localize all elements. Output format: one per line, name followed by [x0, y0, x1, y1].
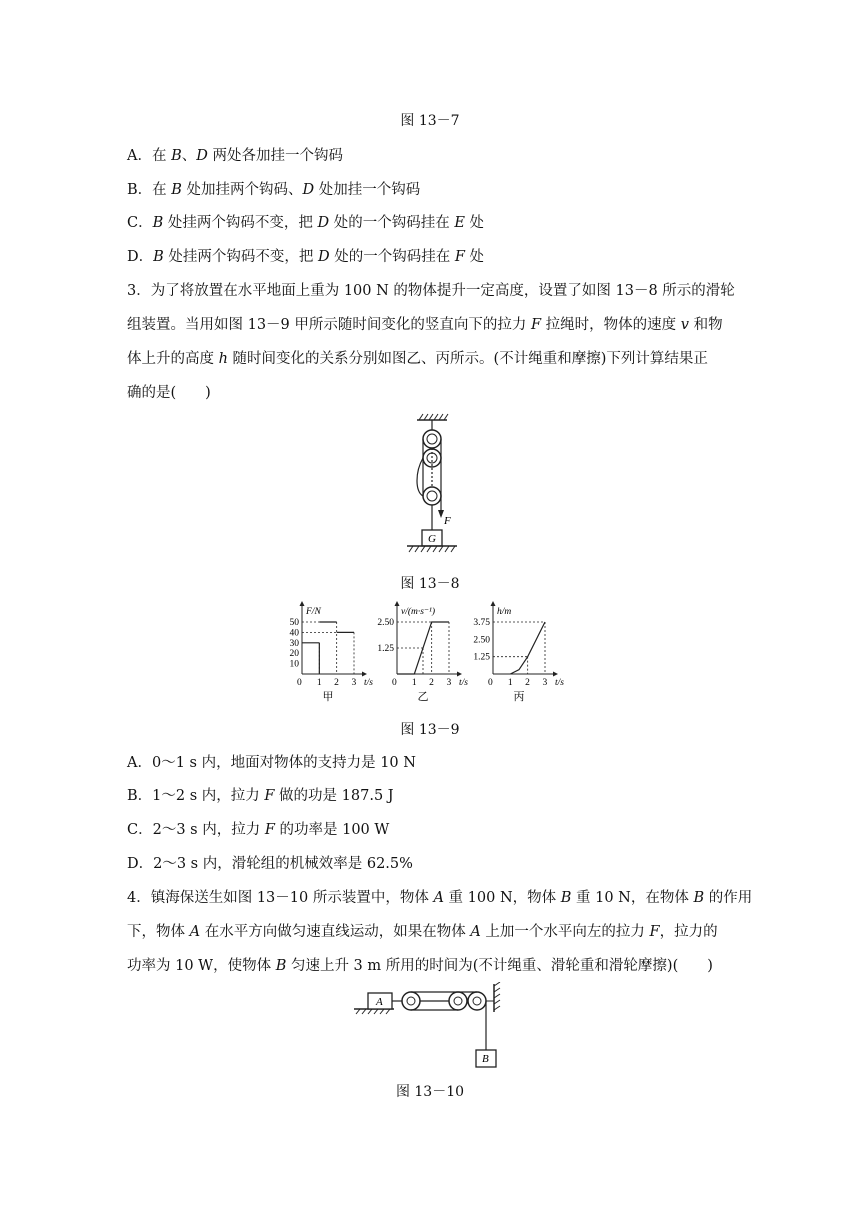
text-segment: 处的一个钩码挂在 [329, 215, 455, 231]
text-segment: 组装置。当用如图 13－9 甲所示随时间变化的竖直向下的拉力 [127, 317, 532, 333]
x-axis-arrow [362, 672, 367, 677]
y-tick-label: 10 [289, 659, 299, 670]
variable: h [218, 351, 228, 367]
variable: F [264, 822, 275, 838]
text-segment: 4．镇海保送生如图 13－10 所示装置中，物体 [127, 890, 434, 906]
x-axis-label: t/s [459, 678, 468, 688]
text-segment: 处 [464, 249, 485, 265]
x-tick-label: 2 [334, 678, 339, 688]
text-segment: 体上升的高度 [127, 351, 219, 367]
q3-option-c[interactable] [127, 820, 389, 840]
x-tick-label: 1 [411, 678, 417, 688]
chart-name: 甲 [322, 691, 334, 703]
variable: B [152, 215, 164, 231]
block-a-label: A [376, 996, 383, 1008]
variable: B [693, 890, 705, 906]
q3-stem-line1 [127, 281, 735, 301]
variable: A [470, 924, 481, 940]
text-segment: 随时间变化的关系分别如图乙、丙所示。(不计绳重和摩擦)下列计算结果正 [227, 351, 708, 367]
variable: B [153, 249, 164, 265]
text-segment: 匀速上升 3 m 所用的时间为(不计绳重、滑轮重和滑轮摩擦)( ) [286, 958, 713, 974]
text-segment: A．0～1 s 内，地面对物体的支持力是 10 N [127, 755, 416, 771]
x-tick-label: 0 [392, 678, 397, 688]
q3-stem-line2 [127, 315, 723, 335]
variable: F [264, 788, 275, 804]
q3-option-d[interactable] [127, 854, 413, 874]
text-segment: 上加一个水平向左的拉力 [480, 924, 650, 940]
text-segment: D．2～3 s 内，滑轮组的机械效率是 62.5% [127, 856, 413, 872]
variable: B [171, 148, 182, 164]
q3-stem-line3 [127, 349, 708, 369]
variable: D [318, 249, 330, 265]
text-segment: 重 100 N，物体 [443, 890, 561, 906]
text-segment: ，拉力的 [659, 924, 718, 940]
fig8-caption: 图 13－8 [400, 576, 460, 592]
text-segment: B．在 [127, 182, 172, 198]
text-segment: 处 [464, 215, 485, 231]
q2-option-a[interactable] [127, 146, 343, 166]
variable: B [275, 958, 287, 974]
variable: F [531, 317, 542, 333]
q2-option-c[interactable] [127, 213, 484, 233]
fig10-caption: 图 13－10 [395, 1084, 465, 1100]
y-tick-label: 1.25 [473, 652, 490, 663]
text-segment: 下，物体 [127, 924, 190, 940]
text-segment: 在水平方向做匀速直线运动，如果在物体 [200, 924, 471, 940]
variable: D [302, 182, 315, 198]
text-segment: 两处各加挂一个钩码 [207, 148, 343, 164]
x-tick-label: 1 [316, 678, 322, 688]
variable: D [196, 148, 208, 164]
variable: F [454, 249, 465, 265]
y-tick-label: 2.50 [473, 635, 490, 646]
q4-stem-line3 [127, 956, 713, 976]
text-segment: C． [127, 215, 153, 231]
x-tick-label: 0 [488, 678, 493, 688]
x-tick-label: 1 [507, 678, 513, 688]
y-axis-arrow [395, 601, 400, 606]
y-axis-label: v/(m·s⁻¹) [401, 607, 435, 617]
q4-stem-line2 [127, 922, 718, 942]
q3-option-a[interactable] [127, 753, 416, 773]
x-tick-label: 2 [429, 678, 434, 688]
block-b-label: B [482, 1053, 489, 1065]
q2-option-b[interactable] [127, 180, 420, 200]
variable: F [649, 924, 660, 940]
text-segment: 处的一个钩码挂在 [329, 249, 455, 265]
variable: E [454, 215, 465, 231]
text-segment: 处加挂两个钩码、 [181, 182, 303, 198]
x-tick-label: 2 [525, 678, 530, 688]
y-axis-label: h/m [497, 607, 512, 617]
text-segment: D． [127, 249, 154, 265]
text-segment: 、 [181, 148, 197, 164]
text-segment: 处加挂一个钩码 [314, 182, 421, 198]
text-segment: 重 10 N，在物体 [571, 890, 694, 906]
text-segment: 功率为 10 W，使物体 [127, 958, 276, 974]
q4-stem-line1 [127, 888, 752, 908]
x-axis-label: t/s [555, 678, 564, 688]
text-segment: 确的是( ) [127, 385, 211, 401]
text-segment: B．1～2 s 内，拉力 [127, 788, 265, 804]
variable: B [171, 182, 182, 198]
variable: B [560, 890, 572, 906]
fig8-pulley-diagram [395, 412, 465, 562]
x-tick-label: 3 [542, 678, 548, 688]
chart-name: 丙 [513, 691, 525, 703]
text-segment: 的功率是 100 W [274, 822, 390, 838]
text-segment: 和物 [689, 317, 723, 333]
y-tick-label: 20 [289, 649, 299, 660]
x-axis-arrow [553, 672, 558, 677]
text-segment: 处挂两个钩码不变，把 [163, 215, 318, 231]
y-tick-label: 50 [289, 618, 299, 628]
text-segment: 做的功是 187.5 J [274, 788, 394, 804]
text-segment: 3．为了将放置在水平地面上重为 100 N 的物体提升一定高度，设置了如图 13－8 所示的滑轮 [127, 283, 735, 299]
fig9-caption: 图 13－9 [400, 722, 460, 738]
fig7-caption: 图 13－7 [400, 113, 460, 129]
q3-stem-line4 [127, 383, 211, 403]
y-tick-label: 30 [289, 638, 299, 649]
fig9-graphs [280, 600, 580, 710]
q3-option-b[interactable] [127, 786, 394, 806]
y-tick-label: 40 [289, 628, 299, 639]
force-label: F [444, 515, 451, 527]
x-tick-label: 3 [351, 678, 357, 688]
y-axis-label: F/N [306, 607, 321, 617]
y-axis-arrow [300, 601, 305, 606]
x-axis-arrow [457, 672, 462, 677]
x-axis-label: t/s [364, 678, 373, 688]
text-segment: 的作用 [704, 890, 753, 906]
chart-name: 乙 [417, 691, 429, 703]
block-g-label: G [428, 533, 436, 545]
variable: A [189, 924, 201, 940]
y-tick-label: 1.25 [377, 644, 394, 654]
variable: A [433, 890, 444, 906]
y-axis-arrow [491, 601, 496, 606]
y-tick-label: 2.50 [377, 618, 394, 628]
fig10-pulley-diagram [350, 982, 510, 1072]
text-segment: 处挂两个钩码不变，把 [163, 249, 319, 265]
y-tick-label: 3.75 [473, 618, 490, 628]
text-segment: 拉绳时，物体的速度 [541, 317, 681, 333]
text-segment: C．2～3 s 内，拉力 [127, 822, 265, 838]
variable: v [680, 317, 689, 333]
variable: D [317, 215, 330, 231]
q2-option-d[interactable] [127, 247, 484, 267]
x-tick-label: 3 [446, 678, 452, 688]
text-segment: A．在 [127, 148, 172, 164]
x-tick-label: 0 [297, 678, 302, 688]
